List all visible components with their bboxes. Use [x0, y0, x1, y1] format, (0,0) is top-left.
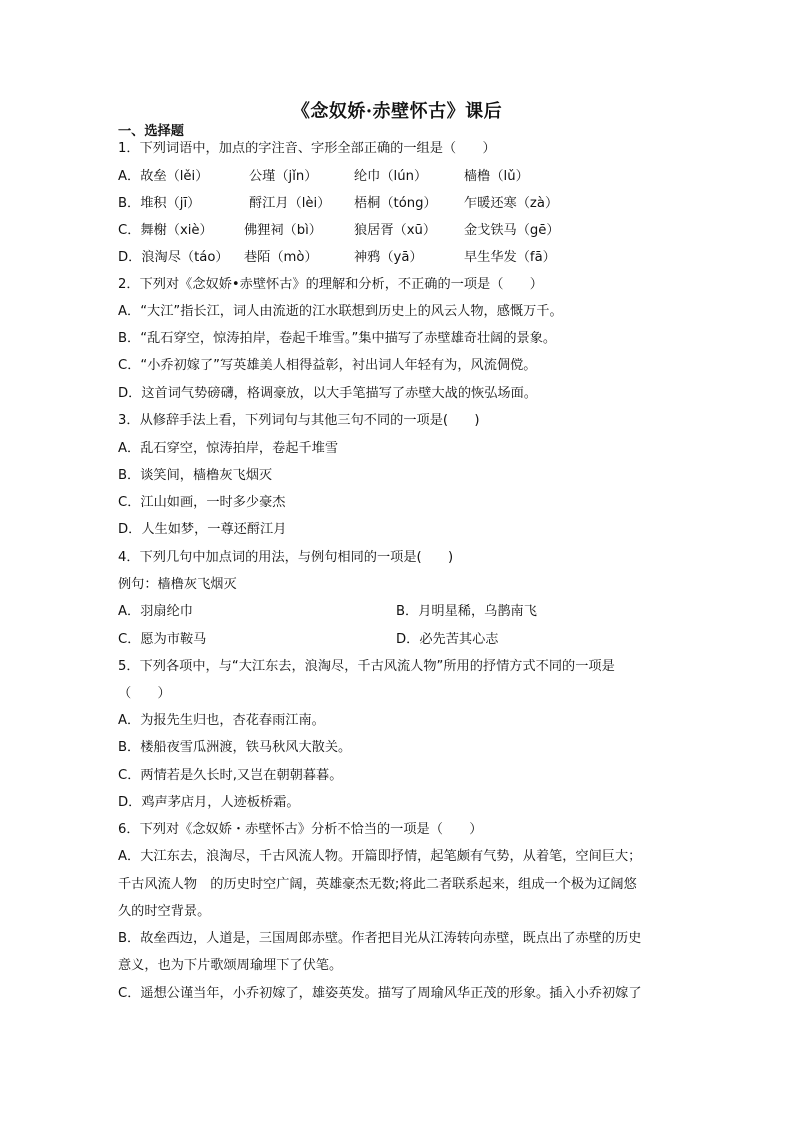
option-b-3: 梧桐（tóng）: [354, 196, 437, 211]
question-2-option-c: C．“小乔初嫁了”写英雄美人相得益彰，衬出词人年轻有为，风流倜傥。: [118, 358, 537, 373]
question-3-option-a: A．乱石穿空，惊涛拍岸，卷起千堆雪: [118, 441, 339, 456]
question-1-stem: 1．下列词语中，加点的字注音、字形全部正确的一组是（ ）: [118, 141, 496, 156]
question-3-option-c: C．江山如画，一时多少豪杰: [118, 495, 286, 510]
question-5-option-c: C．两情若是久长时,又岂在朝朝暮暮。: [118, 768, 343, 783]
option-d-1: D．浪淘尽（táo）: [118, 250, 229, 265]
question-3-option-b: B．谈笑间，樯橹灰飞烟灭: [118, 468, 273, 483]
question-4-option-a: A．羽扇纶巾: [118, 604, 193, 619]
question-6-stem: 6．下列对《念奴娇・赤壁怀古》分析不恰当的一项是（ ）: [118, 822, 483, 837]
question-6-text-line: 千古风流人物 的历史时空广阔，英雄豪杰无数;将此二者联系起来，组成一个极为辽阔悠: [118, 877, 637, 892]
option-b-1: B．堆积（jī）: [118, 196, 201, 211]
option-a-3: 纶巾（lún）: [354, 169, 428, 184]
option-a-2: 公瑾（jǐn）: [249, 169, 318, 184]
option-b-2: 酹江月（lèi）: [249, 196, 331, 211]
question-6-text-line: B．故垒西边，人道是，三国周郎赤壁。作者把目光从江涛转向赤壁，既点出了赤壁的历史: [118, 931, 642, 946]
section-heading: 一、选择题: [118, 124, 184, 139]
question-4-option-d: D．必先苦其心志: [396, 632, 499, 647]
option-c-4: 金戈铁马（gē）: [464, 223, 560, 238]
question-5-option-d: D．鸡声茅店月，人迹板桥霜。: [118, 795, 300, 810]
question-6-text-line: 意义，也为下片歌颂周瑜埋下了伏笔。: [118, 958, 343, 973]
option-c-1: C．舞榭（xiè）: [118, 223, 213, 238]
option-c-2: 佛狸祠（bì）: [244, 223, 322, 238]
question-2-option-b: B．“乱石穿空，惊涛拍岸，卷起千堆雪。”集中描写了赤壁雄奇壮阔的景象。: [118, 331, 557, 346]
question-4-example: 例句：樯橹灰飞烟灭: [118, 577, 237, 592]
question-5-stem-parens: （ ）: [118, 686, 171, 701]
question-6-text-line: A．大江东去，浪淘尽，千古风流人物。开篇即抒情，起笔颇有气势，从着笔，空间巨大；: [118, 849, 642, 864]
question-6-text-line: C．遥想公谨当年，小乔初嫁了，雄姿英发。描写了周瑜风华正茂的形象。插入小乔初嫁了: [118, 986, 642, 1001]
question-5-stem: 5．下列各项中，与“大江东去，浪淘尽，千古风流人物”所用的抒情方式不同的一项是: [118, 659, 615, 674]
option-a-4: 樯橹（lǔ）: [464, 169, 529, 184]
option-d-4: 早生华发（fā）: [464, 250, 556, 265]
question-4-option-b: B．月明星稀，乌鹊南飞: [396, 604, 537, 619]
option-d-2: 巷陌（mò）: [244, 250, 318, 265]
question-2-stem: 2．下列对《念奴娇•赤壁怀古》的理解和分析，不正确的一项是（ ）: [118, 277, 543, 292]
option-b-4: 乍暖还寒（zà）: [464, 196, 559, 211]
option-d-3: 神鸦（yā）: [354, 250, 423, 265]
question-5-option-b: B．楼船夜雪瓜洲渡，铁马秋风大散关。: [118, 740, 352, 755]
question-3-stem: 3．从修辞手法上看，下列词句与其他三句不同的一项是( ): [118, 413, 480, 428]
question-4-option-c: C．愿为市鞍马: [118, 632, 207, 647]
question-4-stem: 4．下列几句中加点词的用法，与例句相同的一项是( ): [118, 550, 454, 565]
question-5-option-a: A．为报先生归也，杏花春雨江南。: [118, 713, 325, 728]
option-c-3: 狼居胥（xū）: [354, 223, 437, 238]
option-a-1: A．故垒（lěi）: [118, 169, 209, 184]
page-title: 《念奴娇·赤壁怀古》课后: [291, 101, 503, 122]
question-2-option-d: D．这首词气势磅礴，格调豪放，以大手笔描写了赤壁大战的恢弘场面。: [118, 386, 537, 401]
question-3-option-d: D．人生如梦，一尊还酹江月: [118, 522, 287, 537]
question-2-option-a: A．“大江”指长江，词人由流逝的江水联想到历史上的风云人物，感慨万千。: [118, 304, 563, 319]
question-6-text-line: 久的时空背景。: [118, 904, 211, 919]
